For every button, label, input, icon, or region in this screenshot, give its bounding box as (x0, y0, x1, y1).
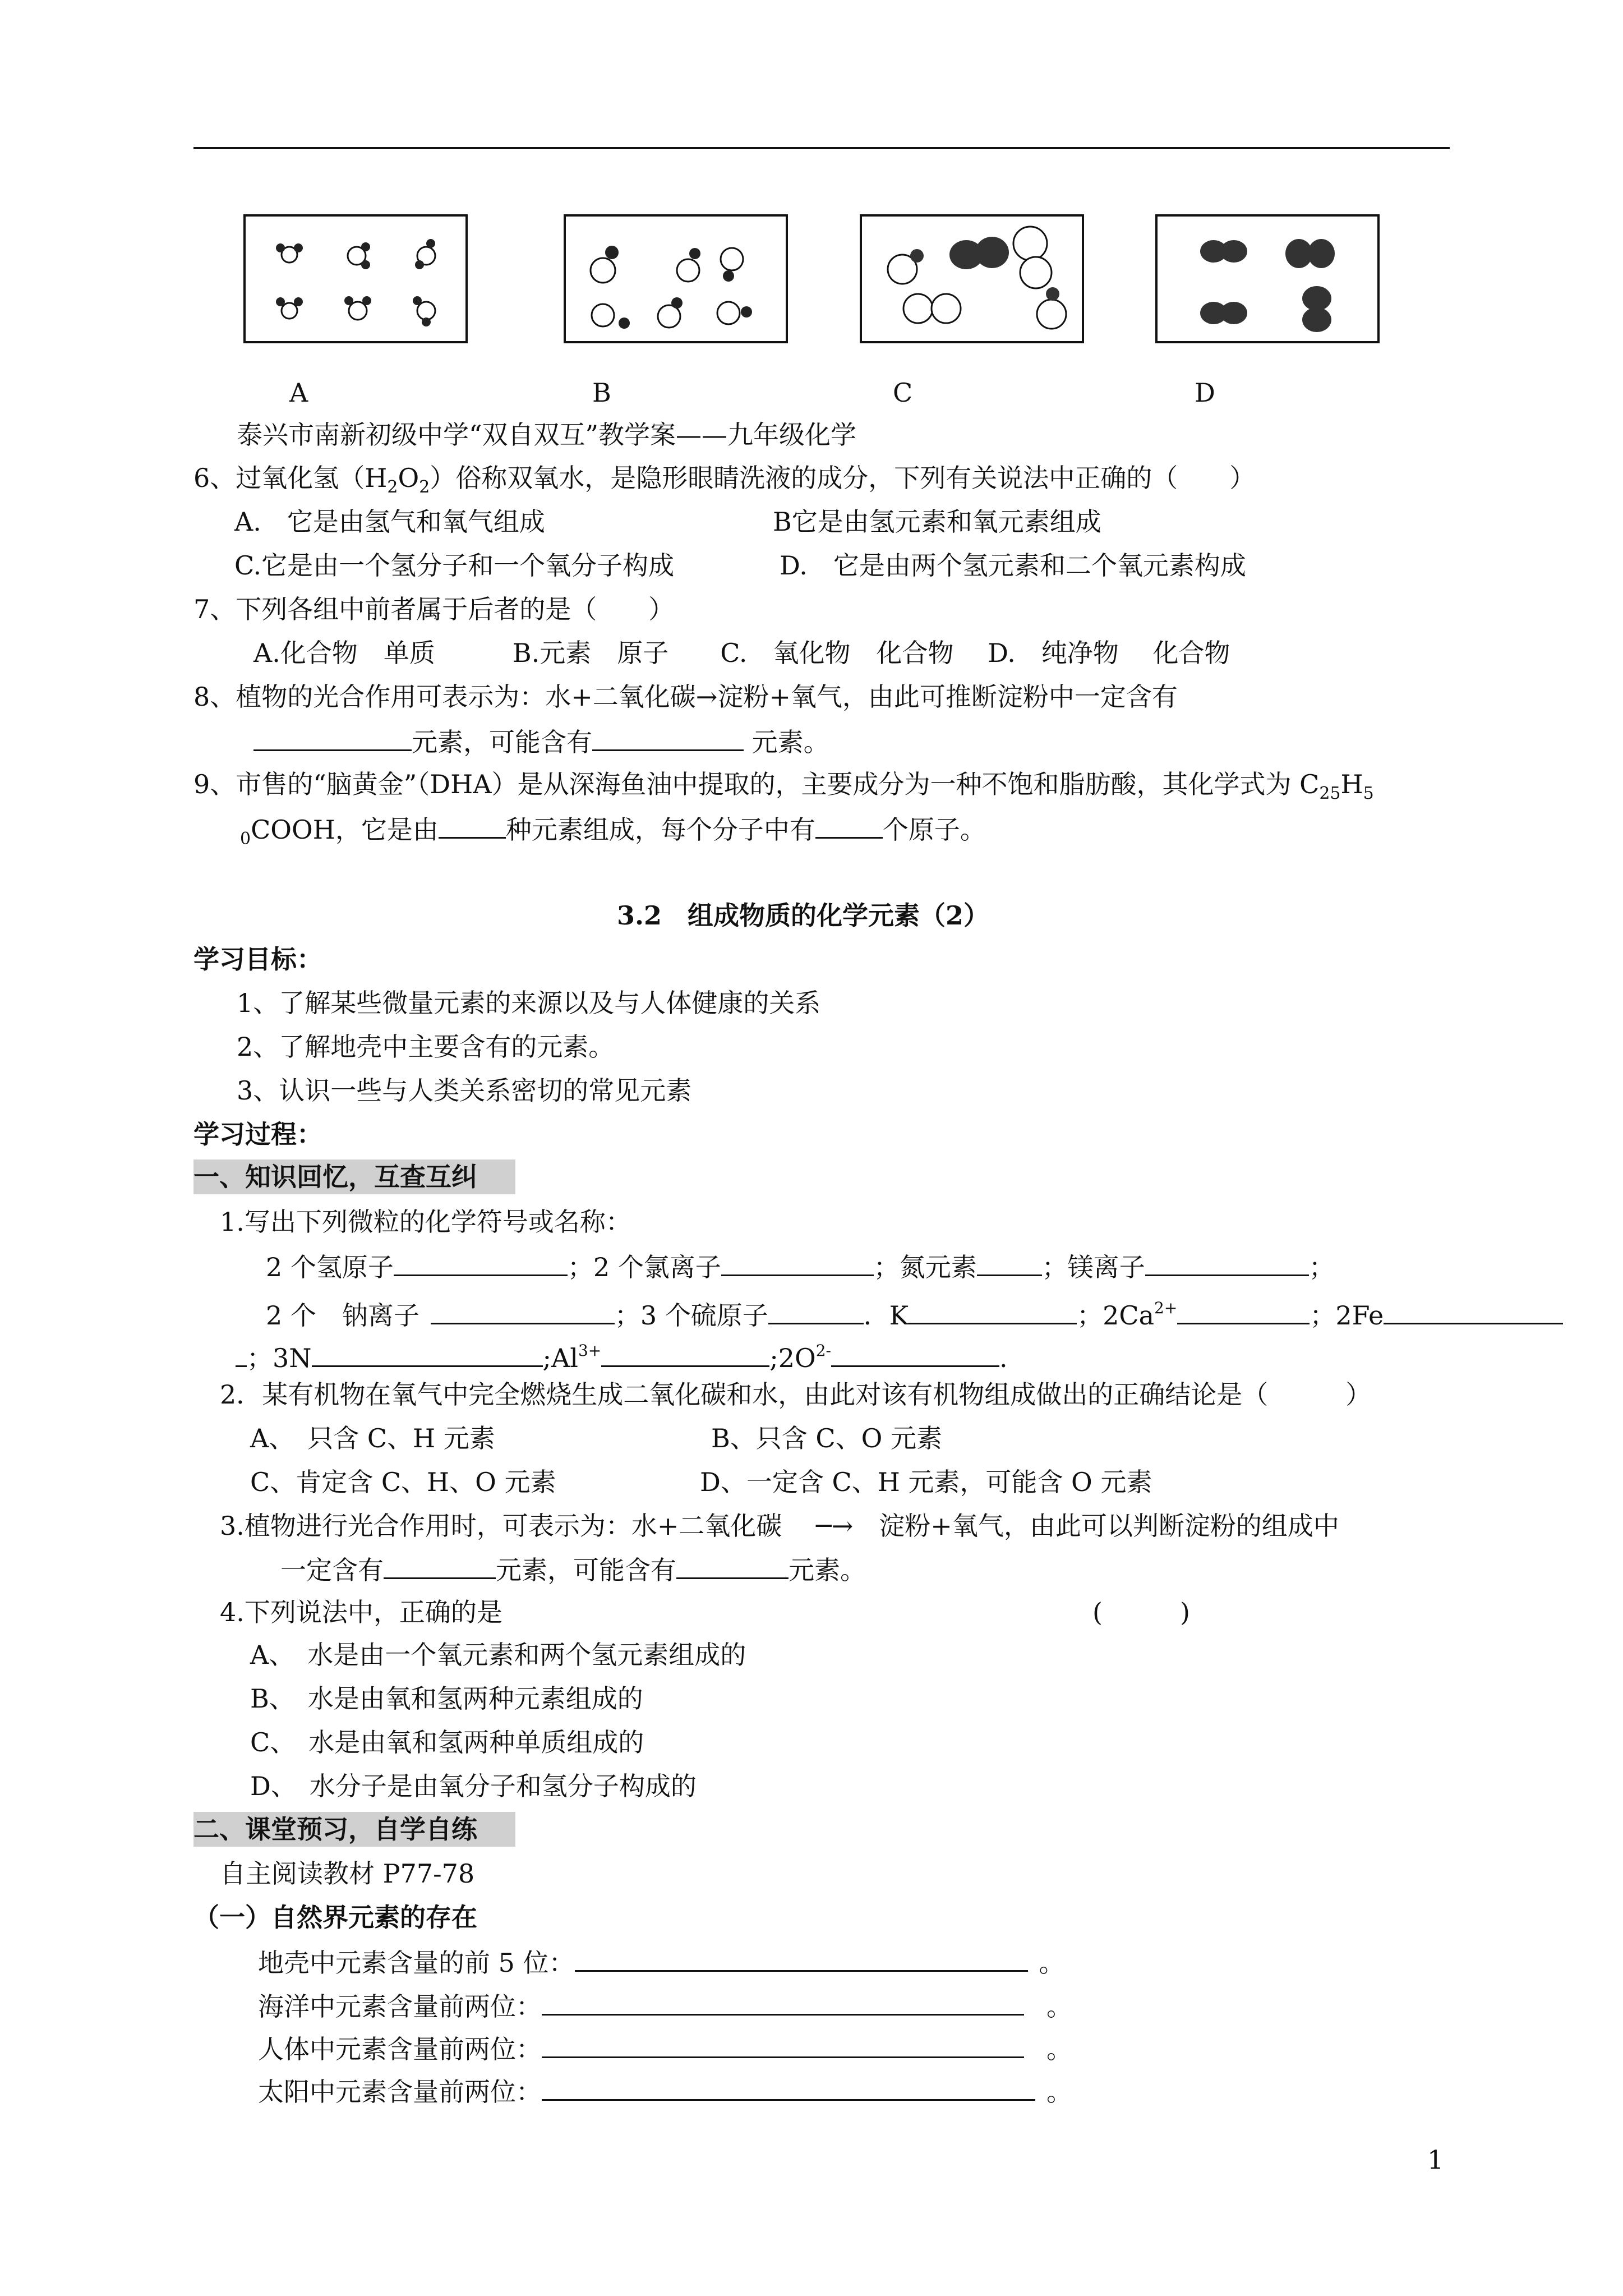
answer-blank[interactable] (542, 1988, 1024, 2016)
part2-fill-row: 人体中元素含量前两位： 。 (258, 2031, 1072, 2066)
figure-label-a: A (289, 378, 308, 408)
answer-blank[interactable] (768, 1297, 864, 1324)
answer-blank[interactable] (439, 811, 506, 839)
question-6-option-b: B它是由氢元素和氧元素组成 (773, 507, 1101, 537)
answer-blank[interactable] (575, 1944, 1028, 1972)
answer-blank[interactable] (236, 1340, 247, 1367)
figure-box-d (1155, 214, 1380, 343)
part2-fill-row: 太阳中元素含量前两位： 。 (258, 2073, 1072, 2109)
answer-blank[interactable] (253, 724, 412, 751)
answer-blank[interactable] (1384, 1297, 1563, 1324)
answer-blank[interactable] (831, 1340, 999, 1367)
header-rule (193, 147, 1450, 149)
part1-q2-option-a: A、 只含 C、H 元素 (250, 1423, 495, 1453)
part1-q1-row1: 2 个氢原子 ；2 个氯离子 ；氮元素 ；镁离子 ； (266, 1249, 1335, 1284)
figure-box-c (860, 214, 1084, 343)
answer-blank[interactable] (542, 2031, 1024, 2058)
question-9-line2: $_0$COOH，它是由 种元素组成，每个分子中有 个原子。 (240, 811, 986, 856)
part1-q3-stem: 3.植物进行光合作用时，可表示为：水+二氧化碳 ─→ 淀粉+氧气，由此可以判断淀粉的组成中 (220, 1511, 1339, 1541)
part1-q2-option-c: C、肯定含 C、H、O 元素 (250, 1467, 556, 1497)
answer-blank[interactable] (1145, 1249, 1309, 1276)
question-6-stem: 6、过氧化氢$(H_2O_2)$俗称双氧水，是隐形眼睛洗液的成分，下列有关说法中正确的（ ） (193, 463, 1256, 497)
part2-heading: 二、课堂预习，自学自练 (193, 1814, 477, 1844)
figure-box-a (243, 214, 468, 343)
figure-label-d: D (1195, 378, 1215, 408)
answer-blank[interactable] (1177, 1297, 1310, 1324)
answer-blank[interactable] (909, 1297, 1077, 1324)
objective-item: 3、认识一些与人类关系密切的常见元素 (237, 1075, 692, 1106)
part1-q4-stem: 4.下列说法中，正确的是 (220, 1597, 502, 1627)
objective-item: 1、了解某些微量元素的来源以及与人体健康的关系 (237, 988, 821, 1018)
question-7-options: A.化合物 单质 B.元素 原子 C. 氧化物 化合物 D. 纯净物 化合物 (253, 638, 1230, 668)
objective-item: 2、了解地壳中主要含有的元素。 (237, 1032, 615, 1062)
answer-blank[interactable] (312, 1340, 543, 1367)
question-7-stem: 7、下列各组中前者属于后者的是（ ） (193, 594, 675, 624)
answer-blank[interactable] (431, 1297, 615, 1324)
part1-q1-stem: 1.写出下列微粒的化学符号或名称： (220, 1207, 631, 1237)
question-8-stem: 8、植物的光合作用可表示为：水+二氧化碳→淀粉+氧气，由此可推断淀粉中一定含有 (193, 682, 1178, 712)
answer-blank[interactable] (601, 1340, 769, 1367)
part1-q4-option: A、 水是由一个氧元素和两个氢元素组成的 (250, 1640, 746, 1670)
question-6-option-d: D. 它是由两个氢元素和二个氧元素构成 (780, 550, 1246, 581)
question-6-option-c: C.它是由一个氢分子和一个氧分子构成 (234, 550, 675, 581)
answer-blank[interactable] (592, 724, 744, 751)
figure-box-b (564, 214, 788, 343)
part2-fill-row: 地壳中元素含量的前 5 位： 。 (258, 1944, 1065, 1980)
answer-blank[interactable] (815, 811, 883, 839)
part1-q2-option-d: D、一定含 C、H 元素，可能含 O 元素 (700, 1467, 1152, 1497)
part1-q2-option-b: B、只含 C、O 元素 (711, 1423, 942, 1453)
process-heading: 学习过程： (193, 1119, 322, 1149)
answer-blank[interactable] (384, 1552, 496, 1579)
question-8-line2: 元素，可能含有 元素。 (253, 724, 829, 759)
question-6-option-a: A. 它是由氢气和氧气组成 (234, 507, 545, 537)
answer-blank[interactable] (542, 2073, 1035, 2101)
objectives-heading: 学习目标： (193, 944, 322, 974)
answer-blank[interactable] (721, 1249, 874, 1276)
question-9-line1: 9、市售的“脑黄金”（DHA）是从深海鱼油中提取的，主要成分为一种不饱和脂肪酸，其化学式为 $C_{25}H_5$ (193, 769, 1374, 803)
part1-heading: 一、知识回忆，互查互纠 (193, 1162, 477, 1192)
part1-q4-paren: ( ) (1092, 1597, 1190, 1627)
figure-label-c: C (893, 378, 913, 408)
part1-q3-line2: 一定含有 元素，可能含有 元素。 (280, 1552, 866, 1587)
part2-fill-row: 海洋中元素含量前两位： 。 (258, 1988, 1072, 2023)
part2-subheading: （一）自然界元素的存在 (193, 1902, 477, 1932)
answer-blank[interactable] (676, 1552, 789, 1579)
figure-label-b: B (592, 378, 611, 408)
part1-q4-option: D、 水分子是由氧分子和氢分子构成的 (250, 1771, 697, 1801)
answer-blank[interactable] (394, 1249, 568, 1276)
school-header: 泰兴市南新初级中学“双自双互”教学案——九年级化学 (237, 420, 857, 450)
answer-blank[interactable] (977, 1249, 1042, 1276)
part1-q2-stem: 2．某有机物在氧气中完全燃烧生成二氧化碳和水，由此对该有机物组成做出的正确结论是（ ） (220, 1379, 1372, 1410)
section-title: 3.2 组成物质的化学元素（2） (617, 900, 990, 931)
page-number: 1 (1427, 2145, 1444, 2175)
part1-q1-row3: ；3N $;Al^{3+}$ $;2O^{2-}$ . (236, 1334, 1008, 1375)
part1-q4-option: B、 水是由氧和氢两种元素组成的 (250, 1683, 643, 1714)
part2-reading: 自主阅读教材 P77-78 (220, 1858, 475, 1889)
part1-q1-row2: 2 个 钠离子 ；3 个硫原子 ．K ；$2Ca^{2+}$ ；2Fe (266, 1291, 1563, 1332)
part1-q4-option: C、 水是由氧和氢两种单质组成的 (250, 1727, 644, 1757)
